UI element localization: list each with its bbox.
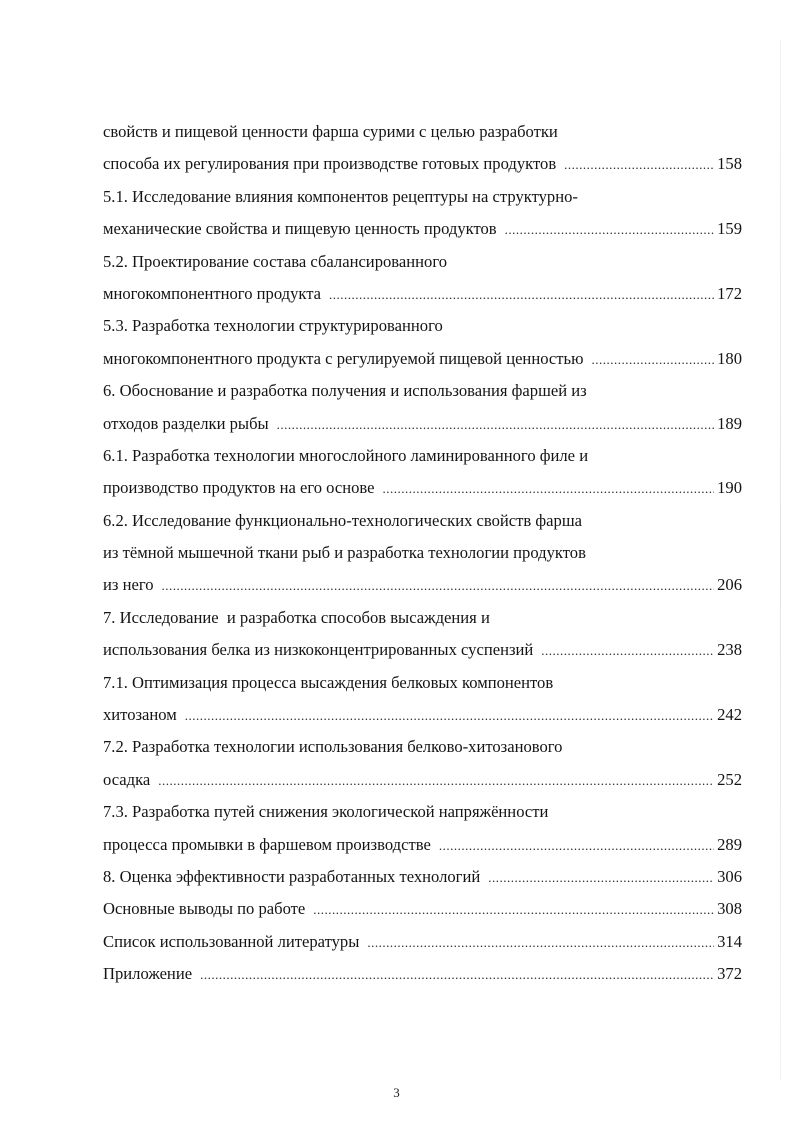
toc-line-text: 5.2. Проектирование состава сбалансированного [103,251,448,271]
toc-page-number: 308 [717,899,742,919]
dot-leader [185,700,714,732]
toc-line-text: Основные выводы по работе [103,899,306,919]
toc-line-text: из тёмной мышечной ткани рыб и разработка технологии продуктов [103,543,586,563]
toc-line [103,634,742,666]
dot-leader [505,214,714,246]
toc-line [103,569,742,601]
toc-line [103,408,742,440]
dot-leader [329,279,714,311]
toc-line [103,375,742,407]
toc-line [103,181,742,213]
toc-line-text: способа их регулирования при производстве готовых продуктов [103,154,557,174]
dot-leader [313,894,714,926]
toc-line [103,667,742,699]
toc-page-number: 314 [717,931,742,951]
toc-line-text: механические свойства и пищевую ценность продуктов [103,219,497,239]
toc-line [103,764,742,796]
dot-leader [277,409,714,441]
toc-page-number: 190 [717,478,742,498]
toc-line [103,926,742,958]
toc-line-text: 5.1. Исследование влияния компонентов рецептуры на структурно- [103,186,578,206]
toc-line-text: использования белка из низкоконцентрированных суспензий [103,640,534,660]
toc-line-text: 7.2. Разработка технологии использования белково-хитозанового [103,737,563,757]
toc-page-number: 306 [717,866,742,886]
toc-line [103,213,742,245]
toc-line-text: 7. Исследование и разработка способов высаждения и [103,607,490,627]
toc-line [103,602,742,634]
toc-line-text: Приложение [103,964,193,984]
toc-line-text: 7.3. Разработка путей снижения экологической напряжённости [103,802,549,822]
toc-line-text: 6.2. Исследование функционально-технологических свойств фарша [103,510,582,530]
toc-line [103,472,742,504]
toc-line [103,861,742,893]
toc-page-number: 289 [717,834,742,854]
toc-page-number: 252 [717,769,742,789]
table-of-contents [103,116,742,991]
dot-leader [158,765,714,797]
toc-line [103,246,742,278]
toc-line [103,343,742,375]
toc-line-text: 6.1. Разработка технологии многослойного ламинированного филе и [103,445,589,465]
toc-line-text: многокомпонентного продукта [103,283,322,303]
toc-line-text: Список использованной литературы [103,931,360,951]
dot-leader [564,149,714,181]
toc-page-number: 238 [717,640,742,660]
toc-line-text: осадка [103,769,151,789]
toc-line [103,278,742,310]
toc-line [103,310,742,342]
dot-leader [200,959,714,991]
toc-line-text: процесса промывки в фаршевом производстве [103,834,431,854]
toc-page-number: 158 [717,154,742,174]
toc-line-text: хитозаном [103,705,177,725]
toc-line [103,958,742,990]
toc-line-text: многокомпонентного продукта с регулируемой пищевой ценностью [103,348,584,368]
toc-line [103,731,742,763]
dot-leader [439,830,714,862]
toc-line-text: 8. Оценка эффективности разработанных технологий [103,866,481,886]
scan-edge [780,40,781,1080]
toc-line [103,505,742,537]
toc-line [103,893,742,925]
toc-line-text: 6. Обоснование и разработка получения и использования фаршей из [103,381,587,401]
toc-line-text: отходов разделки рыбы [103,413,269,433]
toc-line-text: производство продуктов на его основе [103,478,375,498]
toc-page-number: 242 [717,705,742,725]
toc-page-number: 159 [717,219,742,239]
dot-leader [541,635,714,667]
toc-page-number: 372 [717,964,742,984]
toc-page-number: 180 [717,348,742,368]
toc-line [103,537,742,569]
toc-line-text: 7.1. Оптимизация процесса высаждения белковых компонентов [103,672,554,692]
toc-line-text: свойств и пищевой ценности фарша сурими с целью разработки [103,122,558,141]
dot-leader [383,473,715,505]
dot-leader [592,344,715,376]
dot-leader [488,862,714,894]
toc-page-number: 189 [717,413,742,433]
toc-line [103,699,742,731]
toc-line [103,440,742,472]
dot-leader [367,927,714,959]
toc-line [103,796,742,828]
toc-line [103,829,742,861]
toc-line [103,116,742,148]
toc-page-number: 172 [717,283,742,303]
dot-leader [162,570,715,602]
toc-page-number: 206 [717,575,742,595]
page-number: 3 [393,1085,400,1100]
toc-line-text: 5.3. Разработка технологии структурированного [103,316,443,336]
toc-line-text: из него [103,575,154,595]
toc-line [103,148,742,180]
